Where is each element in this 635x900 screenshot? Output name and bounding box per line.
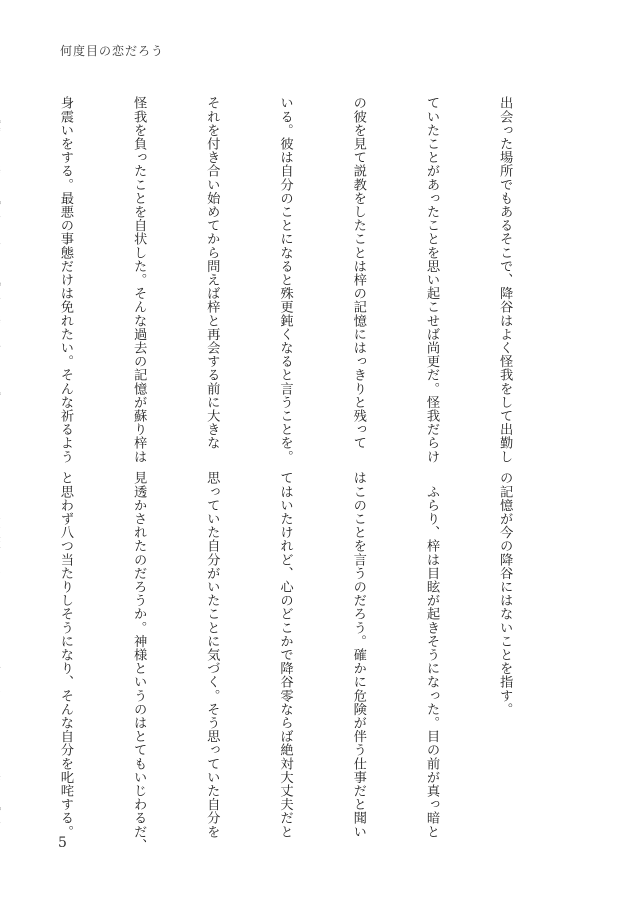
text-column: それを付き合い始めてから問えば梓と再会する前に大きな xyxy=(204,96,220,450)
running-title: 何度目の恋だろう xyxy=(60,44,165,58)
text-column: の彼を見て説教をしたことは梓の記憶にはっきりと残って xyxy=(350,96,366,450)
text-block-upper xyxy=(57,96,565,464)
text-column: ていたことがあったことを思い起こせば尚更だ。怪我だらけ xyxy=(423,96,439,464)
text-column: と思わず八つ当たりしそうになり、そんな自分を叱咤する。 xyxy=(57,471,73,839)
text-column: 見透かされたのだろうか。神様というのはとてもいじわるだ、 xyxy=(131,471,147,852)
text-column: ふらり、梓は目眩が起きそうになった。目の前が真っ暗と xyxy=(423,471,439,839)
text-column: いる。彼は自分のことになると殊更鈍くなると言うことを。 xyxy=(277,96,293,464)
page-number: 5 xyxy=(58,835,67,851)
text-column: 思っていた自分がいたことに気づく。そう思っていた自分を xyxy=(204,471,220,839)
text-column: 出会った場所でもあるそこで、降谷はよく怪我をして出勤し xyxy=(497,96,513,464)
text-column xyxy=(0,96,4,446)
text-column: てはいたけれど、心のどこかで降谷零ならば絶対大丈夫だと xyxy=(277,471,293,839)
text-column: はこのことを言うのだろう。確かに危険が伴う仕事だと聞い xyxy=(350,471,366,839)
text-column: 身震いをする。最悪の事態だけは免れたい。そんな祈るよう xyxy=(57,96,73,464)
text-block-lower xyxy=(57,471,565,852)
text-column: 怪我を負ったことを自状した。そんな過去の記憶が蘇り梓は xyxy=(131,96,147,464)
text-column: の記憶が今の降谷にはないことを指す。 xyxy=(497,471,513,716)
text-column xyxy=(0,471,4,821)
